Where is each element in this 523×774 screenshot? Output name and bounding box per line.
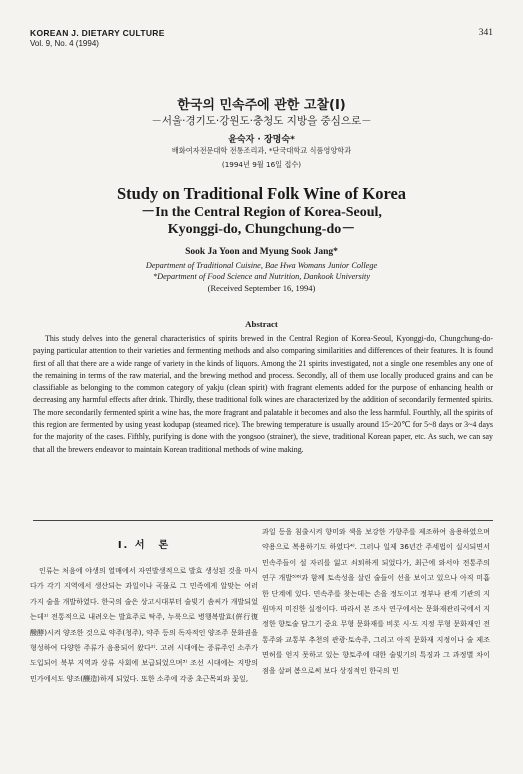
english-authors: Sook Ja Yoon and Myung Sook Jang* [185, 247, 338, 257]
korean-authors: 윤숙자 · 장명숙* [228, 135, 295, 145]
body-column-left [30, 524, 258, 686]
english-affiliation-2: *Department of Food Science and Nutrition, Dankook University [152, 272, 371, 281]
korean-affiliation: 배화여자전문대학 전통조리과, *단국대학교 식품영양학과 [171, 146, 352, 155]
english-title: Study on Traditional Folk Wine of Korea [116, 184, 407, 203]
korean-subtitle: －서울·경기도·강원도·충청도 지방을 중심으로－ [151, 115, 372, 127]
journal-volume: Vol. 9, No. 4 (1994) [30, 39, 99, 48]
english-affiliations [0, 260, 523, 282]
abstract-text: This study delves into the general characteristics of spirits brewed in the Central Region of Korea-Seoul, Kyonggi-do, Chungchung-do-paying particular attention to their varieties and fermenting methods and also comparing similarities and differences of their features. It is found first of all that there are a wide range of variety in the kinds of liquors. Among the 21 spirits investigated, not a single one resembles any one of the remaining in terms of the raw material, and the brewing method and process. Secondly, all of them use locally produced grains and can be classifiable as belonging to the common category of yakju (clean spirit) with fragrant elements added for the purpose of enhancing health or decreasing any harmful effects after drink. Thirdly, these traditional folk wines are characterized by the addition of secondarily fermented spirits. The more secondarily fermented spirit a wine has, the more fragrant and palatable it becomes and also the less harmful. Fourthly, all the spirits of this region are fermented by using yeast kodupap (steamed rice). The brewing temperature is usually around 15~20℃ for 5~8 days or 3~4 days for the majority of the cases. Fifthly, purifying is done with the yongsoo (strainer), the sieve, traditional Korean paper, etc. As such, we can say that all the brewers endeavor to maintain Korean traditional methods of wine making. [33, 334, 493, 454]
section-divider [33, 520, 493, 521]
english-subtitle [0, 204, 523, 238]
journal-name: KOREAN J. DIETARY CULTURE [30, 28, 165, 38]
abstract-heading: Abstract [245, 319, 278, 329]
body-column-right [262, 524, 490, 678]
english-subtitle-line2: Kyonggi-do, Chungchung-do－ [167, 222, 356, 237]
korean-received-date: (1994년 9월 16일 접수) [221, 160, 302, 169]
english-subtitle-line1: －In the Central Region of Korea-Seoul, [141, 205, 382, 220]
body-paragraph-left: 인류는 처음에 야생의 열매에서 자연발생적으로 발효 생성된 것을 마시다가 각기 지역에서 생산되는 과일이나 곡물로 그 민족에게 알맞는 여러 가지 술을 개발하였다. 한국의 술은 상고시대부터 술빚기 솜씨가 개발되었는데¹⁾ 전통적으로 내려오는 발효주로 탁주, 누룩으로 병행복발효(倂行復醱酵)시켜 양조한 것으로 약주(청주), 약주 등의 독자적인 양조주 문화권을 형성하여 다양한 주류가 음용되어 왔다²⁾. 고려 시대에는 증류주인 소주가 도입되어 북부 지역과 상류 사회에 보급되었으며³⁾ 조선 시대에는 지방의 민가에서도 양조(釀造)하게 되었다. 또한 소주에 각종 초근목피와 꽃잎, [30, 566, 258, 683]
english-affiliation-1: Department of Traditional Cuisine, Bae Hwa Womans Junior College [145, 261, 378, 270]
body-paragraph-right: 과일 등을 침출시켜 향미와 색을 보강한 가향주를 제조하여 음용하였으며 약용으로 복용하기도 하였다⁴⁾. 그러나 일제 36년간 주세법이 실시되면서 민속주들이 설 자리를 잃고 쇠퇴하게 되었다가, 최근에 와서야 전통주의 연구 개발⁵⁾⁶⁾과 함께 토속성을 살린 술들이 선을 보이고 있으나 아직 미흡한 단계에 있다. 민속주를 찾는데는 손을 정도이고 정부나 관계 기관의 지원마저 미진한 실정이다. 따라서 본 조사 연구에서는 문화재관리국에서 지정한 향토술 담그기 중요 무형 문화재를 비롯 시·도 지정 무형 문화재인 전통주와 교통부 추천의 관광·토속주, 그리고 아직 문화재 지정이나 술 제조면허를 얻지 못하고 있는 향토주에 대한 술빚기의 특징과 그 과정별 차이점을 살펴 봄으로써 보다 상징적인 한국의 민 [262, 527, 490, 675]
english-received-date: (Received September 16, 1994) [207, 283, 316, 293]
page-number: 341 [478, 28, 493, 38]
section-heading-introduction: I. 서 론 [117, 540, 171, 551]
running-header [30, 28, 165, 48]
korean-title: 한국의 민속주에 관한 고찰(I) [177, 98, 346, 113]
